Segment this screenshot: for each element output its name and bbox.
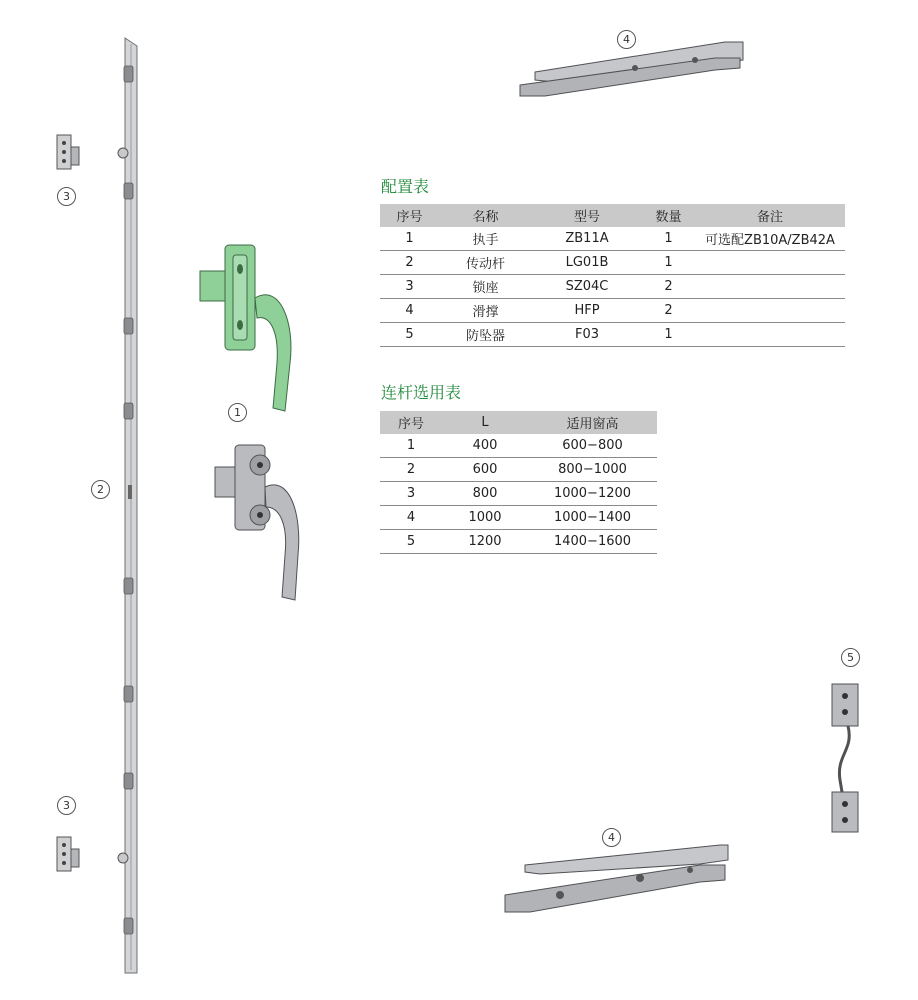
table-row	[380, 227, 845, 251]
config-cell-name: 锁座	[439, 275, 532, 299]
config-cell-model: LG01B	[532, 251, 642, 275]
config-cell-qty: 1	[642, 227, 695, 251]
config-cell-qty: 1	[642, 251, 695, 275]
config-cell-index: 1	[380, 227, 439, 251]
table-row	[380, 506, 657, 530]
rod-header-window-height: 适用窗高	[528, 411, 657, 434]
config-cell-index: 4	[380, 299, 439, 323]
callout-3-top: 3	[57, 187, 76, 206]
config-cell-model: HFP	[532, 299, 642, 323]
rod-table	[380, 411, 657, 554]
config-cell-name: 传动杆	[439, 251, 532, 275]
config-table-header-row	[380, 204, 845, 227]
rod-table-header-row	[380, 411, 657, 434]
lock-seat-top-illustration	[55, 133, 85, 173]
fall-arrester-illustration	[826, 680, 866, 840]
rod-header-length: L	[442, 411, 528, 434]
callout-4-top: 4	[617, 30, 636, 49]
friction-stay-top-illustration	[515, 40, 750, 100]
config-header-model: 型号	[532, 204, 642, 227]
config-cell-remark	[695, 323, 845, 347]
config-header-qty: 数量	[642, 204, 695, 227]
config-cell-remark	[695, 299, 845, 323]
config-cell-qty: 2	[642, 275, 695, 299]
table-row	[380, 530, 657, 554]
config-cell-index: 2	[380, 251, 439, 275]
config-cell-model: ZB11A	[532, 227, 642, 251]
rod-cell-window-height: 1400−1600	[528, 530, 657, 554]
callout-4-bottom: 4	[602, 828, 621, 847]
rod-cell-length: 1200	[442, 530, 528, 554]
table-row	[380, 251, 845, 275]
rod-cell-length: 400	[442, 434, 528, 458]
handle-gray-illustration	[210, 445, 320, 615]
config-cell-qty: 2	[642, 299, 695, 323]
config-cell-qty: 1	[642, 323, 695, 347]
transmission-rod-illustration	[115, 38, 145, 978]
config-header-name: 名称	[439, 204, 532, 227]
table-row	[380, 458, 657, 482]
callout-5: 5	[841, 648, 860, 667]
rod-cell-index: 4	[380, 506, 442, 530]
rod-cell-window-height: 1000−1200	[528, 482, 657, 506]
callout-3-bottom: 3	[57, 796, 76, 815]
rod-cell-index: 3	[380, 482, 442, 506]
config-cell-index: 3	[380, 275, 439, 299]
table-row	[380, 299, 845, 323]
config-cell-remark	[695, 275, 845, 299]
table-row	[380, 323, 845, 347]
config-cell-model: F03	[532, 323, 642, 347]
callout-1: 1	[228, 403, 247, 422]
rod-cell-window-height: 800−1000	[528, 458, 657, 482]
config-cell-model: SZ04C	[532, 275, 642, 299]
table-row	[380, 275, 845, 299]
table-row	[380, 482, 657, 506]
lock-seat-bottom-illustration	[55, 835, 85, 875]
handle-green-illustration	[195, 243, 305, 413]
rod-cell-index: 5	[380, 530, 442, 554]
config-cell-name: 执手	[439, 227, 532, 251]
rod-cell-window-height: 1000−1400	[528, 506, 657, 530]
config-cell-index: 5	[380, 323, 439, 347]
config-cell-remark	[695, 251, 845, 275]
friction-stay-bottom-illustration	[500, 840, 735, 915]
rod-cell-length: 800	[442, 482, 528, 506]
rod-cell-length: 1000	[442, 506, 528, 530]
rod-cell-length: 600	[442, 458, 528, 482]
rod-cell-window-height: 600−800	[528, 434, 657, 458]
config-header-index: 序号	[380, 204, 439, 227]
config-cell-name: 防坠器	[439, 323, 532, 347]
config-cell-remark: 可选配ZB10A/ZB42A	[695, 227, 845, 251]
rod-cell-index: 1	[380, 434, 442, 458]
config-header-remark: 备注	[695, 204, 845, 227]
callout-2: 2	[91, 480, 110, 499]
config-table-title: 配置表	[381, 177, 430, 196]
config-cell-name: 滑撑	[439, 299, 532, 323]
rod-table-title: 连杆选用表	[381, 383, 462, 402]
config-table	[380, 204, 845, 347]
table-row	[380, 434, 657, 458]
rod-cell-index: 2	[380, 458, 442, 482]
rod-header-index: 序号	[380, 411, 442, 434]
